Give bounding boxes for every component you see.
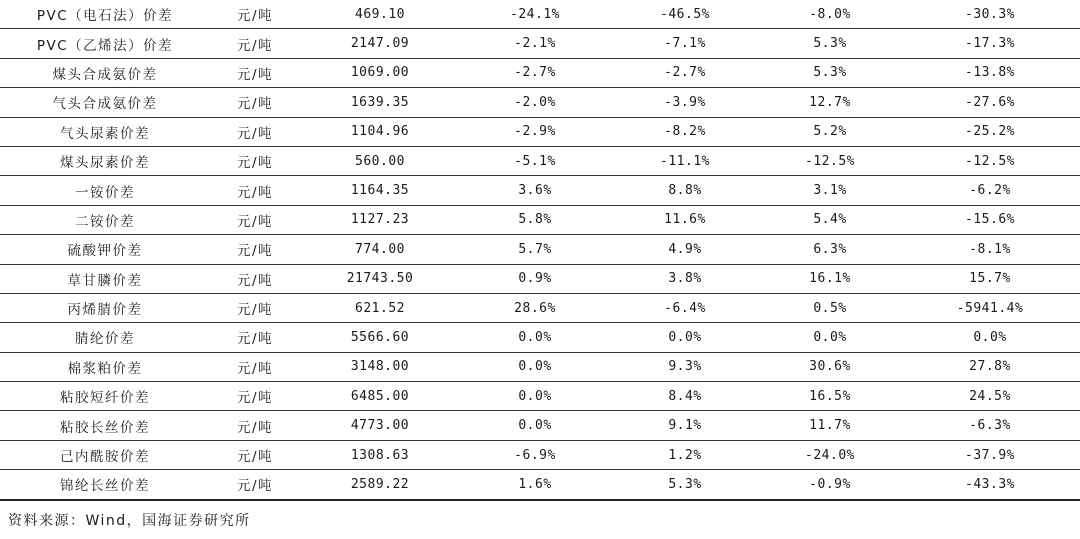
cell-unit: 元/吨 [210,176,300,205]
cell-value: 469.10 [300,0,460,29]
cell-item-name: 腈纶价差 [0,323,210,352]
cell-unit: 元/吨 [210,264,300,293]
cell-unit: 元/吨 [210,411,300,440]
cell-value: 5566.60 [300,323,460,352]
cell-change-1: 0.0% [460,411,610,440]
cell-change-3: 0.5% [760,293,900,322]
table-row [0,117,1080,146]
cell-unit: 元/吨 [210,382,300,411]
cell-item-name: PVC（乙烯法）价差 [0,29,210,58]
cell-change-4: -25.2% [900,117,1080,146]
cell-change-1: 28.6% [460,293,610,322]
cell-change-4: -30.3% [900,0,1080,29]
cell-change-4: 0.0% [900,323,1080,352]
cell-change-4: 24.5% [900,382,1080,411]
cell-change-3: 12.7% [760,88,900,117]
cell-unit: 元/吨 [210,117,300,146]
cell-item-name: 煤头尿素价差 [0,146,210,175]
table-row [0,323,1080,352]
table-row [0,58,1080,87]
cell-value: 560.00 [300,146,460,175]
cell-item-name: 二铵价差 [0,205,210,234]
cell-change-4: -12.5% [900,146,1080,175]
cell-unit: 元/吨 [210,58,300,87]
cell-change-1: -2.7% [460,58,610,87]
cell-change-1: 5.8% [460,205,610,234]
cell-change-3: 5.2% [760,117,900,146]
cell-change-2: 9.1% [610,411,760,440]
cell-change-3: -12.5% [760,146,900,175]
cell-change-2: 9.3% [610,352,760,381]
cell-unit: 元/吨 [210,146,300,175]
cell-value: 3148.00 [300,352,460,381]
cell-value: 1164.35 [300,176,460,205]
cell-item-name: 棉浆粕价差 [0,352,210,381]
cell-change-1: 0.0% [460,352,610,381]
table-row [0,293,1080,322]
cell-change-1: 0.0% [460,323,610,352]
cell-unit: 元/吨 [210,88,300,117]
cell-change-3: 5.3% [760,29,900,58]
cell-change-4: -43.3% [900,470,1080,500]
cell-value: 2589.22 [300,470,460,500]
table-row [0,0,1080,29]
cell-change-3: 5.3% [760,58,900,87]
cell-item-name: 草甘膦价差 [0,264,210,293]
cell-item-name: 粘胶短纤价差 [0,382,210,411]
cell-unit: 元/吨 [210,235,300,264]
cell-change-2: -2.7% [610,58,760,87]
cell-item-name: 一铵价差 [0,176,210,205]
cell-change-3: 30.6% [760,352,900,381]
cell-value: 1308.63 [300,440,460,469]
cell-item-name: 己内酰胺价差 [0,440,210,469]
table-row [0,176,1080,205]
table-row [0,382,1080,411]
cell-change-2: -7.1% [610,29,760,58]
cell-change-2: 11.6% [610,205,760,234]
cell-change-1: -2.9% [460,117,610,146]
cell-change-2: -6.4% [610,293,760,322]
table-row [0,352,1080,381]
cell-value: 621.52 [300,293,460,322]
cell-change-3: 11.7% [760,411,900,440]
cell-unit: 元/吨 [210,323,300,352]
cell-value: 2147.09 [300,29,460,58]
cell-change-4: 27.8% [900,352,1080,381]
cell-change-1: 0.0% [460,382,610,411]
cell-change-4: -5941.4% [900,293,1080,322]
cell-change-1: 5.7% [460,235,610,264]
table-row [0,205,1080,234]
cell-change-1: -2.1% [460,29,610,58]
cell-unit: 元/吨 [210,352,300,381]
cell-change-2: 5.3% [610,470,760,500]
cell-item-name: 粘胶长丝价差 [0,411,210,440]
cell-change-2: 4.9% [610,235,760,264]
cell-unit: 元/吨 [210,29,300,58]
cell-change-3: -24.0% [760,440,900,469]
cell-value: 1639.35 [300,88,460,117]
cell-change-4: -27.6% [900,88,1080,117]
cell-change-1: 1.6% [460,470,610,500]
cell-unit: 元/吨 [210,0,300,29]
cell-change-1: -5.1% [460,146,610,175]
cell-unit: 元/吨 [210,470,300,500]
cell-change-3: 6.3% [760,235,900,264]
cell-change-2: 3.8% [610,264,760,293]
cell-change-3: 3.1% [760,176,900,205]
cell-change-2: -8.2% [610,117,760,146]
table-row [0,411,1080,440]
table-row [0,440,1080,469]
cell-change-2: 8.4% [610,382,760,411]
cell-change-4: -15.6% [900,205,1080,234]
cell-change-2: 1.2% [610,440,760,469]
cell-value: 1104.96 [300,117,460,146]
cell-item-name: 锦纶长丝价差 [0,470,210,500]
table-row [0,146,1080,175]
cell-change-1: -24.1% [460,0,610,29]
table-row [0,235,1080,264]
cell-change-2: -3.9% [610,88,760,117]
cell-item-name: 硫酸钾价差 [0,235,210,264]
cell-item-name: 煤头合成氨价差 [0,58,210,87]
table-row [0,470,1080,500]
cell-unit: 元/吨 [210,293,300,322]
cell-change-1: -6.9% [460,440,610,469]
cell-change-1: 3.6% [460,176,610,205]
cell-item-name: 气头尿素价差 [0,117,210,146]
cell-change-2: 0.0% [610,323,760,352]
cell-value: 4773.00 [300,411,460,440]
cell-value: 21743.50 [300,264,460,293]
cell-change-4: -17.3% [900,29,1080,58]
cell-change-4: -13.8% [900,58,1080,87]
cell-item-name: 丙烯腈价差 [0,293,210,322]
cell-unit: 元/吨 [210,205,300,234]
cell-change-3: 16.1% [760,264,900,293]
cell-change-4: 15.7% [900,264,1080,293]
cell-change-3: -8.0% [760,0,900,29]
cell-change-4: -6.3% [900,411,1080,440]
cell-unit: 元/吨 [210,440,300,469]
cell-change-1: -2.0% [460,88,610,117]
cell-change-2: 8.8% [610,176,760,205]
cell-change-3: 0.0% [760,323,900,352]
cell-value: 1127.23 [300,205,460,234]
table-row [0,264,1080,293]
cell-change-4: -37.9% [900,440,1080,469]
cell-value: 1069.00 [300,58,460,87]
source-note: 资料来源：Wind，国海证券研究所 [8,513,251,529]
cell-value: 6485.00 [300,382,460,411]
table-row [0,29,1080,58]
cell-item-name: PVC（电石法）价差 [0,0,210,29]
table-row [0,88,1080,117]
cell-change-1: 0.9% [460,264,610,293]
cell-change-2: -46.5% [610,0,760,29]
cell-change-3: 5.4% [760,205,900,234]
cell-change-4: -8.1% [900,235,1080,264]
cell-change-3: -0.9% [760,470,900,500]
cell-item-name: 气头合成氨价差 [0,88,210,117]
cell-change-3: 16.5% [760,382,900,411]
cell-change-2: -11.1% [610,146,760,175]
cell-value: 774.00 [300,235,460,264]
cell-change-4: -6.2% [900,176,1080,205]
